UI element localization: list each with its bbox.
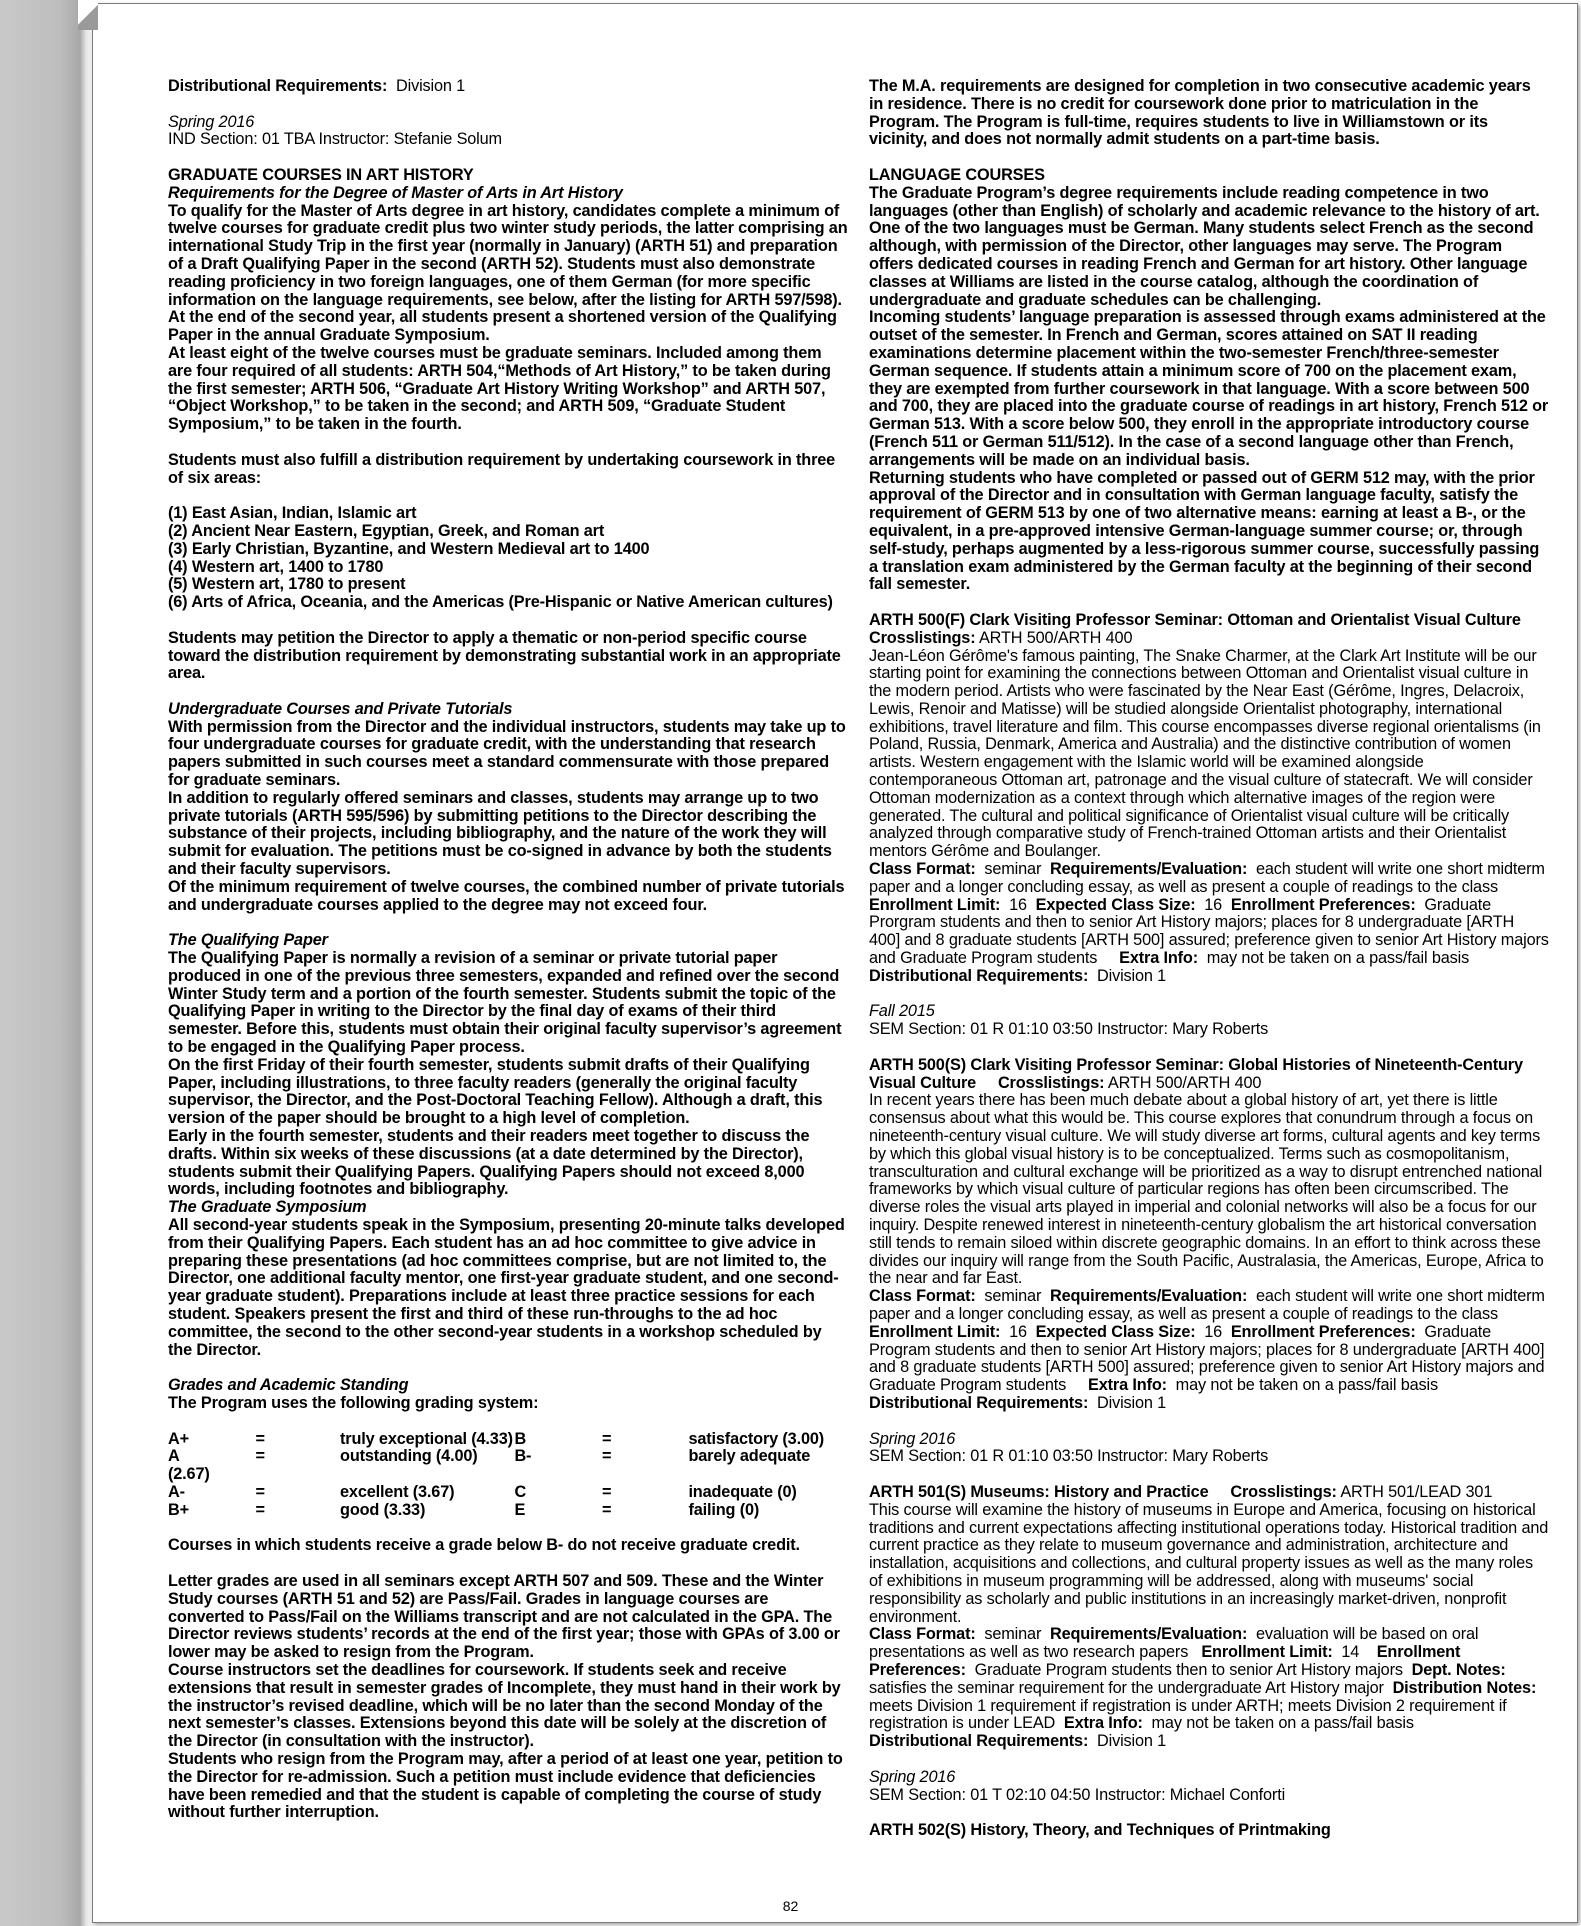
table-row: (2.67) bbox=[168, 1465, 210, 1484]
right-column bbox=[869, 78, 1549, 1840]
grades-heading: Grades and Academic Standing bbox=[168, 1376, 409, 1395]
left-column bbox=[168, 78, 848, 1822]
page-spine bbox=[0, 0, 96, 1926]
course-title: ARTH 501(S) Museums: History and Practice Crosslistings: ARTH 501/LEAD 301 bbox=[869, 1482, 1493, 1501]
crosslistings-line: Crosslistings: ARTH 500/ARTH 400 bbox=[869, 628, 1133, 647]
course-description: Jean-Léon Gérôme's famous painting, The Snake Charmer, at the Clark Art Institute will be our starting point for examining the connections between Ottoman and Orientalist visual culture in the modern period. Artists who were fascinated by the Near East (Gérôme, Ingres, Delacroix, Lewis, Renoir and Matisse) will be studied alongside Orientalist photography, international exhibitions, travel literature and film. This course encompasses diverse regional orientalisms (in Poland, Russia, Denmark, America and Australia) and the distinctive contribution of women artists. Western engagement with the Islamic world will be examined alongside contemporaneous Ottoman art, patronage and the visual culture of statecraft. We will consider Ottoman modernization as a context through which alternative images of the region were generated. The cultural and political significance of Orientalist visual culture will be critically analyzed through comparative study of French-trained Ottoman artists and their Orientalist mentors Gérôme and Boulanger. bbox=[869, 646, 1541, 861]
area-item: (5) Western art, 1780 to present bbox=[168, 575, 406, 594]
course-details: Class Format: seminar Requirements/Evaluation: each student will write one short midterm paper and a longer concluding essay, as well as present a couple of readings to the class Enrollment Limit: 16 Expected Class Size: 16 Enrollment Preferences: Graduate Program students and then to senior Art History majors; places for 8 undergraduate [ARTH 400] and 8 graduate students [ARTH 500] assured; preference given to senior Art History majors and Graduate Program students Extra Info: may not be taken on a pass/fail basis bbox=[869, 1287, 1545, 1395]
term-label: Fall 2015 bbox=[869, 1002, 935, 1021]
course-arth-500s bbox=[869, 1057, 1549, 1466]
language-paragraph: Incoming students’ language preparation is assessed through exams administered at the outset of the semester. In French and German, scores attained on SAT II reading examinations determine placement within the two-semester French/three-semester German sequence. If students attain a minimum score of 700 on the placement exam, they are exempted from further coursework in that language. With a score between 500 and 700, they are placed into the graduate course of readings in art history, French 512 or German 513. With a score below 500, they enroll in the appropriate introductory course (French 511 or German 511/512). In the case of a second language other than French, arrangements will be made on an individual basis. bbox=[869, 308, 1549, 469]
course-arth-500f bbox=[869, 612, 1549, 1039]
table-row: A = outstanding (4.00) B- = barely adequate bbox=[168, 1447, 811, 1466]
language-paragraph: Returning students who have completed or passed out of GERM 512 may, with the prior approval of the Director and in consultation with German language faculty, satisfy the requirement of GERM 513 by one of two alternative means: earning at least a B-, or the equivalent, in a pre-approved intensive German-language summer course; or, through self-study, perhaps augmented by a less-rigorous summer course, successfully passing a translation exam administered by the German faculty at the beginning of their second fall semester. bbox=[869, 468, 1540, 594]
term-label: Spring 2016 bbox=[869, 1429, 956, 1448]
dist-req-line: Distributional Requirements: Division 1 bbox=[869, 1732, 1167, 1751]
area-item: (3) Early Christian, Byzantine, and Western Medieval art to 1400 bbox=[168, 539, 650, 558]
undergrad-paragraph: With permission from the Director and the individual instructors, students may take up to four undergraduate courses for graduate credit, with the understanding that research papers submitted in such courses meet a standard commensurate with those prepared for graduate seminars. bbox=[168, 717, 846, 790]
grades-intro: The Program uses the following grading system: bbox=[168, 1393, 539, 1412]
readmission-paragraph: Students who resign from the Program may, after a period of at least one year, petition to the Director for re-admission. Such a petition must include evidence that deficiencies have been remedied and that the student is capable of completing the course of study without further interruption. bbox=[168, 1749, 843, 1822]
deadlines-paragraph: Course instructors set the deadlines for coursework. If students seek and receive extensions that result in semester grades of Incomplete, they must hand in their work by the instructor’s revised deadline, which will be no later than the second Monday of the next semester’s classes. Extensions beyond this date will be solely at the discretion of the Director (in consultation with the instructor). bbox=[168, 1660, 841, 1751]
course-title: ARTH 500(F) Clark Visiting Professor Seminar: Ottoman and Orientalist Visual Culture bbox=[869, 610, 1521, 629]
qp-paragraph: On the first Friday of their fourth semester, students submit drafts of their Qualifying Paper, including illustrations, to three faculty readers (generally the original faculty supervisor, the Director, and the Post-Doctoral Teaching Fellow). Although a draft, this version of the paper should be brought to a high level of completion. bbox=[168, 1055, 823, 1128]
grad-courses-heading: GRADUATE COURSES IN ART HISTORY bbox=[168, 165, 474, 184]
dist-req-line: Distributional Requirements: Division 1 bbox=[869, 1393, 1167, 1412]
area-item: (2) Ancient Near Eastern, Egyptian, Greek, and Roman art bbox=[168, 521, 605, 540]
tutorials-paragraph: In addition to regularly offered seminars and classes, students may arrange up to two private tutorials (ARTH 595/596) by submitting petitions to the Director describing the substance of their projects, including bibliography, and the nature of the work they will submit for evaluation. The petitions must be co-signed in advance by both the students and their faculty supervisors. bbox=[168, 788, 832, 879]
language-courses-heading: LANGUAGE COURSES bbox=[869, 165, 1045, 184]
ma-requirements-heading: Requirements for the Degree of Master of Arts in Art History bbox=[168, 183, 623, 202]
qp-paragraph: The Qualifying Paper is normally a revision of a seminar or private tutorial paper produced in one of the previous three semesters, expanded and refined over the second Winter Study term and a portion of the fourth semester. Students submit the topic of the Qualifying Paper in writing to the Director by the final day of exams of their third semester. Before this, students must obtain their original faculty supervisor’s agreement to be engaged in the Qualifying Paper process. bbox=[168, 949, 842, 1057]
requirements-paragraph: To qualify for the Master of Arts degree in art history, candidates complete a minimum of twelve courses for graduate credit plus two winter study periods, the latter comprising an international Study Trip in the first year (normally in January) (ARTH 51) and preparation of a Draft Qualifying Paper in the second (ARTH 52). Students must also demonstrate reading proficiency in two foreign languages, one of them German (for more specific information on the language requirements, see below, after the listing for ARTH 597/598). At the end of the second year, all students present a shortened version of the Qualifying Paper in the annual Graduate Symposium. bbox=[168, 201, 848, 345]
course-title: ARTH 500(S) Clark Visiting Professor Seminar: Global Histories of Nineteenth-Century Visual Culture Crosslistings: ARTH 500/ARTH 400 bbox=[869, 1055, 1523, 1092]
ma-residency-paragraph: The M.A. requirements are designed for completion in two consecutive academic years in residence. There is no credit for coursework done prior to matriculation in the Program. The Program is full-time, requires students to live in Williamstown or its vicinity, and does not normally admit students on a part-time basis. bbox=[869, 77, 1531, 149]
course-title-arth-502: ARTH 502(S) History, Theory, and Techniques of Printmaking bbox=[869, 1821, 1331, 1840]
area-item: (6) Arts of Africa, Oceania, and the Americas (Pre-Hispanic or Native American cultures) bbox=[168, 593, 833, 612]
below-b-paragraph: Courses in which students receive a grade below B- do not receive graduate credit. bbox=[168, 1536, 800, 1555]
section-line: SEM Section: 01 R 01:10 03:50 Instructor: Mary Roberts bbox=[869, 1020, 1269, 1039]
page-number: 82 bbox=[782, 1898, 799, 1914]
grading-table bbox=[168, 1431, 848, 1520]
section-line: IND Section: 01 TBA Instructor: Stefanie Solum bbox=[168, 130, 502, 149]
course-details: Class Format: seminar Requirements/Evaluation: evaluation will be based on oral presentations as well as two research papers Enrollment Limit: 14 Enrollment Preferences: Graduate Program students then to senior Art History majors Dept. Notes: satisfies the seminar requirement for the undergraduate Art History major Distribution Notes: meets Division 1 requirement if registration is under ARTH; meets Division 2 requirement if registration is under LEAD Extra Info: may not be taken on a pass/fail basis bbox=[869, 1625, 1537, 1733]
petition-paragraph: Students may petition the Director to apply a thematic or non-period specific course toward the distribution requirement by demonstrating substantial work in an appropriate area. bbox=[168, 628, 841, 683]
table-row: A- = excellent (3.67) C = inadequate (0) bbox=[168, 1482, 797, 1501]
course-arth-501s bbox=[869, 1484, 1549, 1804]
course-details: Class Format: seminar Requirements/Evaluation: each student will write one short midterm paper and a longer concluding essay, as well as present a couple of readings to the class Enrollment Limit: 16 Expected Class Size: 16 Enrollment Preferences: Graduate Prorgram students and then to senior Art History majors; places for 8 undergraduate [ARTH 400] and 8 graduate students [ARTH 500] assured; preference given to senior Art History majors and Graduate Program students Extra Info: may not be taken on a pass/fail basis bbox=[869, 860, 1549, 968]
letter-grades-paragraph: Letter grades are used in all seminars except ARTH 507 and 509. These and the Winter Study courses (ARTH 51 and 52) are Pass/Fail. Grades in language courses are converted to Pass/Fail on the Williams transcript and are not calculated in the GPA. The Director reviews students’ records at the end of the first year; those with GPAs of 3.00 or lower may be asked to resign from the Program. bbox=[168, 1571, 840, 1662]
area-item: (4) Western art, 1400 to 1780 bbox=[168, 557, 384, 576]
distribution-paragraph: Students must also fulfill a distribution requirement by undertaking coursework in three of six areas: bbox=[168, 450, 836, 487]
symposium-heading: The Graduate Symposium bbox=[168, 1198, 367, 1217]
table-row: A+ = truly exceptional (4.33) B = satisfactory (3.00) bbox=[168, 1429, 825, 1448]
seminars-paragraph: At least eight of the twelve courses must be graduate seminars. Included among them are four required of all students: ARTH 504,“Methods of Art History,” to be taken during the first semester; ARTH 506, “Graduate Art History Writing Workshop” and ARTH 507, “Object Workshop,” to be taken in the second; and ARTH 509, “Graduate Student Symposium,” to be taken in the fourth. bbox=[168, 343, 831, 434]
minimum-paragraph: Of the minimum requirement of twelve courses, the combined number of private tutorials and undergraduate courses applied to the degree may not exceed four. bbox=[168, 877, 845, 914]
table-row: B+ = good (3.33) E = failing (0) bbox=[168, 1500, 760, 1519]
qualifying-paper-heading: The Qualifying Paper bbox=[168, 931, 328, 950]
dist-req-line: Distributional Requirements: Division 1 bbox=[168, 77, 466, 95]
term-label: Spring 2016 bbox=[168, 112, 255, 131]
page-corner-fold bbox=[78, 0, 98, 30]
section-line: SEM Section: 01 T 02:10 04:50 Instructor: Michael Conforti bbox=[869, 1785, 1286, 1804]
dist-req-line: Distributional Requirements: Division 1 bbox=[869, 966, 1167, 985]
term-label: Spring 2016 bbox=[869, 1767, 956, 1786]
course-description: This course will examine the history of museums in Europe and America, focusing on historical traditions and current expectations affecting institutional operations today. Historical tradition and current practice as they relate to museum governance and administration, architecture and installation, acquisitions and collections, and cultural property issues as well as the many roles of exhibitions in museum programming will be addressed, along with museums' social responsibility as scholarly and public institutions in an increasingly market-driven, nonprofit environment. bbox=[869, 1500, 1549, 1626]
undergrad-heading: Undergraduate Courses and Private Tutorials bbox=[168, 699, 513, 718]
qp-paragraph: Early in the fourth semester, students and their readers meet together to discuss the drafts. Within six weeks of these discussions (at a date determined by the Director), students submit their Qualifying Papers. Qualifying Papers should not exceed 8,000 words, including footnotes and bibliography. bbox=[168, 1127, 810, 1199]
area-item: (1) East Asian, Indian, Islamic art bbox=[168, 504, 417, 523]
section-line: SEM Section: 01 R 01:10 03:50 Instructor: Mary Roberts bbox=[869, 1447, 1269, 1466]
course-description: In recent years there has been much debate about a global history of art, yet there is little consensus about what this would be. This course explores that conundrum through a focus on nineteenth-century visual culture. We will study diverse art forms, cultural agents and key terms by which this global visual history is to be conceptualized. Terms such as cosmopolitanism, transculturation and cultural exchange will be prioritized as a way to disrupt entrenched national frameworks by which visual culture of particular regions has often been circumscribed. The diverse roles the visual arts played in imperial and colonial networks will also be a focus for our inquiry. Despite renewed interest in nineteenth-century globalism the art historical conversation still tends to remain siloed within discrete geographic domains. In an effort to think across these divides our inquiry will range from the South Pacific, Australasia, the Americas, Europe, Africa to the near and far East. bbox=[869, 1091, 1544, 1288]
symposium-paragraph: All second-year students speak in the Symposium, presenting 20-minute talks developed from their Qualifying Papers. Each student has an ad hoc committee to give advice in preparing these presentations (ad hoc committees comprise, but are not limited to, the Director, one additional faculty mentor, one first-year graduate student, and one second-year graduate student). Preparations include at least three practice sessions for each student. Speakers present the first and third of these run-throughs to the ad hoc committee, the second to the other second-year students in a workshop scheduled by the Director. bbox=[168, 1216, 845, 1359]
language-paragraph: The Graduate Program’s degree requirements include reading competence in two languages (other than English) of scholarly and academic relevance to the history of art. One of the two languages must be German. Many students select French as the second although, with permission of the Director, other languages may serve. The Program offers dedicated courses in reading French and German for art history. Other language classes at Williams are listed in the course catalog, although the coordination of undergraduate and graduate schedules can be challenging. bbox=[869, 183, 1540, 309]
